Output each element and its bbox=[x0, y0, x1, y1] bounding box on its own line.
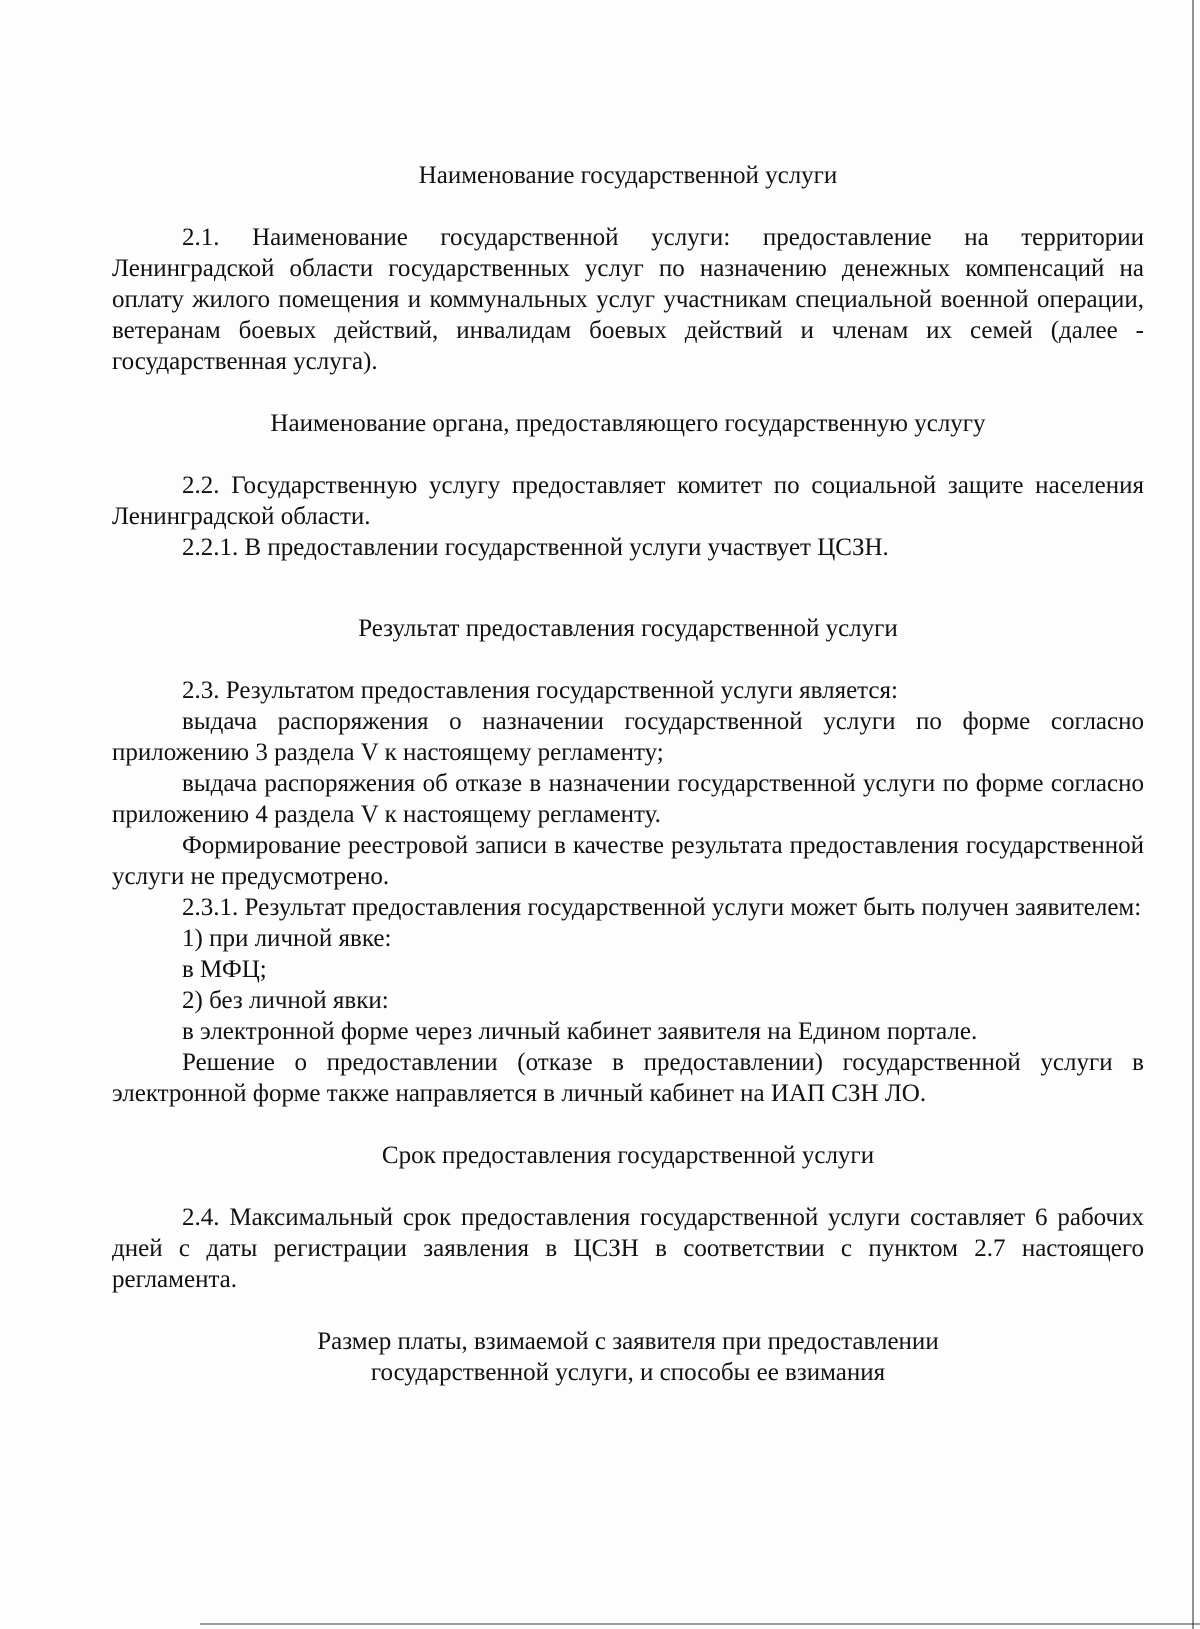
scan-edge-line bbox=[1192, 0, 1194, 1629]
paragraph: 2.1. Наименование государственной услуги: предоставление на территории Ленинградской области государственных услуг по назначению денежных компенсаций на оплату жилого помещения и коммунальных услуг участникам специальной военной операции, ветеранам боевых действий, инвалидам боевых действий и членам их семей (далее - государственная услуга). bbox=[112, 224, 1144, 375]
paragraph: выдача распоряжения об отказе в назначении государственной услуги по форме согласно приложению 4 раздела V к настоящему регламенту. bbox=[112, 770, 1144, 828]
paragraph: 1) при личной явке: bbox=[182, 925, 392, 952]
section-heading: Результат предоставления государственной услуги bbox=[358, 615, 898, 642]
document-body bbox=[112, 160, 1144, 1388]
paragraph: 2) без личной явки: bbox=[182, 987, 389, 1014]
paragraph: 2.2. Государственную услугу предоставляет комитет по социальной защите населения Ленинградской области. bbox=[112, 472, 1144, 530]
section-heading: Наименование органа, предоставляющего государственную услугу bbox=[270, 410, 986, 437]
paragraph: 2.2.1. В предоставлении государственной услуги участвует ЦСЗН. bbox=[182, 534, 889, 561]
paragraph: Решение о предоставлении (отказе в предоставлении) государственной услуги в электронной форме также направляется в личный кабинет на ИАП СЗН ЛО. bbox=[112, 1049, 1144, 1107]
section-heading-line: государственной услуги, и способы ее взимания bbox=[370, 1359, 886, 1386]
paragraph: Формирование реестровой записи в качестве результата предоставления государственной услуги не предусмотрено. bbox=[112, 832, 1144, 890]
scan-edge-line bbox=[200, 1623, 1200, 1625]
section-heading: Наименование государственной услуги bbox=[418, 162, 838, 189]
paragraph: 2.3. Результатом предоставления государственной услуги является: bbox=[182, 677, 898, 704]
paragraph: 2.4. Максимальный срок предоставления государственной услуги составляет 6 рабочих дней с даты регистрации заявления в ЦСЗН в соответствии с пунктом 2.7 настоящего регламента. bbox=[112, 1204, 1144, 1293]
section-heading bbox=[112, 1326, 1144, 1388]
section-heading-line: Размер платы, взимаемой с заявителя при предоставлении bbox=[317, 1328, 939, 1355]
paragraph: в электронной форме через личный кабинет заявителя на Едином портале. bbox=[182, 1018, 978, 1045]
paragraph: 2.3.1. Результат предоставления государственной услуги может быть получен заявителем: bbox=[182, 894, 1142, 921]
paragraph: в МФЦ; bbox=[182, 956, 267, 983]
section-heading: Срок предоставления государственной услуги bbox=[381, 1142, 875, 1169]
paragraph: выдача распоряжения о назначении государственной услуги по форме согласно приложению 3 раздела V к настоящему регламенту; bbox=[112, 708, 1144, 766]
